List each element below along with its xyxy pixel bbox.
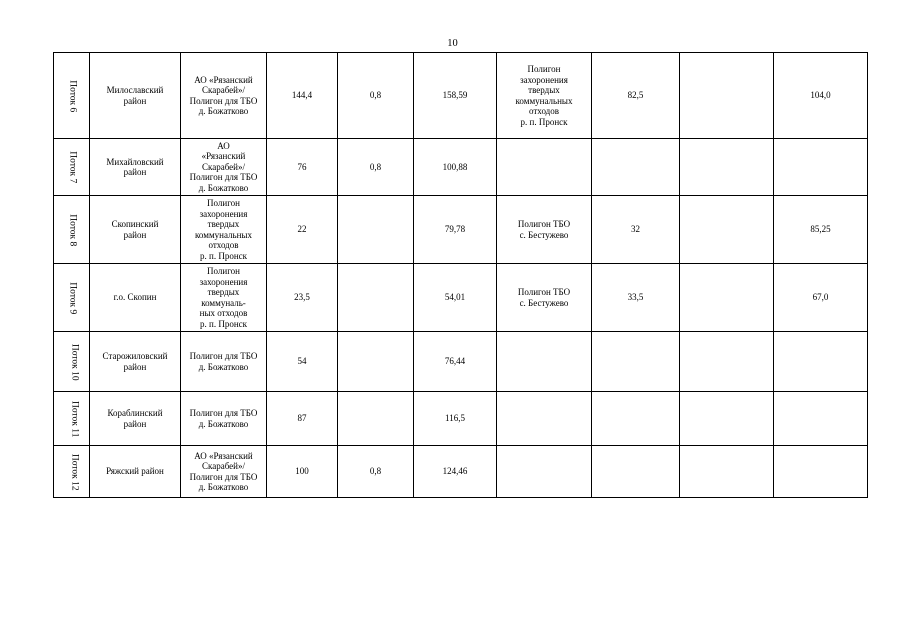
alternative-distance-cell: 82,5	[592, 53, 680, 139]
primary-cost-cell: 54,01	[414, 264, 497, 332]
coefficient-cell	[338, 196, 414, 264]
primary-object-cell: Полигон для ТБО д. Божатково	[181, 392, 267, 446]
alternative-object-cell	[497, 392, 592, 446]
table-row	[54, 392, 868, 446]
table-row	[54, 264, 868, 332]
alternative-object-cell: Полигон ТБО с. Бестужево	[497, 264, 592, 332]
primary-object-cell: Полигон для ТБО д. Божатково	[181, 332, 267, 392]
primary-object-cell: АО «Рязанский Скарабей»/ Полигон для ТБО д. Божатково	[181, 446, 267, 498]
coefficient-cell	[338, 332, 414, 392]
alternative-distance-cell: 32	[592, 196, 680, 264]
coefficient-cell: 0,8	[338, 53, 414, 139]
primary-distance-cell: 22	[267, 196, 338, 264]
primary-cost-cell: 100,88	[414, 139, 497, 196]
district-cell: Скопинский район	[90, 196, 181, 264]
flow-cell	[54, 264, 90, 332]
primary-object-cell: АО «Рязанский Скарабей»/ Полигон для ТБО д. Божатково	[181, 53, 267, 139]
primary-cost-cell: 76,44	[414, 332, 497, 392]
flow-cell	[54, 392, 90, 446]
primary-object-cell: АО «Рязанский Скарабей»/ Полигон для ТБО д. Божатково	[181, 139, 267, 196]
table-row	[54, 53, 868, 139]
primary-distance-cell: 54	[267, 332, 338, 392]
flow-label: Поток 11	[69, 400, 80, 438]
primary-cost-cell: 116,5	[414, 392, 497, 446]
alternative-distance-cell: 33,5	[592, 264, 680, 332]
alternative-cost-cell	[774, 139, 868, 196]
district-cell: г.о. Скопин	[90, 264, 181, 332]
district-cell: Михайловский район	[90, 139, 181, 196]
district-cell: Старожиловский район	[90, 332, 181, 392]
flow-cell	[54, 139, 90, 196]
extra-cell	[680, 392, 774, 446]
alternative-distance-cell	[592, 139, 680, 196]
coefficient-cell	[338, 392, 414, 446]
extra-cell	[680, 139, 774, 196]
primary-object-cell: Полигон захоронения твердых коммунальных отходов р. п. Пронск	[181, 196, 267, 264]
primary-object-cell: Полигон захоронения твердых коммуналь- ных отходов р. п. Пронск	[181, 264, 267, 332]
primary-cost-cell: 79,78	[414, 196, 497, 264]
flow-label: Поток 7	[67, 151, 78, 184]
alternative-object-cell	[497, 446, 592, 498]
coefficient-cell	[338, 264, 414, 332]
flow-label: Поток 12	[69, 453, 80, 491]
flow-cell	[54, 446, 90, 498]
alternative-object-cell	[497, 139, 592, 196]
flow-label: Поток 9	[67, 281, 78, 315]
alternative-distance-cell	[592, 446, 680, 498]
flow-cell	[54, 332, 90, 392]
flow-label: Поток 8	[67, 213, 78, 247]
extra-cell	[680, 332, 774, 392]
primary-cost-cell: 124,46	[414, 446, 497, 498]
alternative-distance-cell	[592, 392, 680, 446]
flow-label: Поток 10	[69, 343, 80, 381]
table-row	[54, 332, 868, 392]
flow-cell	[54, 53, 90, 139]
extra-cell	[680, 264, 774, 332]
alternative-cost-cell	[774, 392, 868, 446]
alternative-cost-cell: 104,0	[774, 53, 868, 139]
primary-distance-cell: 76	[267, 139, 338, 196]
district-cell: Кораблинский район	[90, 392, 181, 446]
alternative-cost-cell	[774, 332, 868, 392]
alternative-object-cell: Полигон захоронения твердых коммунальных отходов р. п. Пронск	[497, 53, 592, 139]
extra-cell	[680, 446, 774, 498]
table-row	[54, 139, 868, 196]
table-row	[54, 446, 868, 498]
primary-distance-cell: 144,4	[267, 53, 338, 139]
coefficient-cell: 0,8	[338, 139, 414, 196]
page-number: 10	[447, 38, 458, 49]
flow-cell	[54, 196, 90, 264]
alternative-cost-cell: 67,0	[774, 264, 868, 332]
primary-distance-cell: 87	[267, 392, 338, 446]
alternative-distance-cell	[592, 332, 680, 392]
waste-flow-table	[53, 52, 868, 498]
extra-cell	[680, 196, 774, 264]
extra-cell	[680, 53, 774, 139]
primary-distance-cell: 23,5	[267, 264, 338, 332]
flow-label: Поток 6	[67, 79, 78, 113]
alternative-cost-cell	[774, 446, 868, 498]
coefficient-cell: 0,8	[338, 446, 414, 498]
district-cell: Милославский район	[90, 53, 181, 139]
alternative-object-cell	[497, 332, 592, 392]
table-row	[54, 196, 868, 264]
district-cell: Ряжский район	[90, 446, 181, 498]
alternative-object-cell: Полигон ТБО с. Бестужево	[497, 196, 592, 264]
primary-cost-cell: 158,59	[414, 53, 497, 139]
primary-distance-cell: 100	[267, 446, 338, 498]
alternative-cost-cell: 85,25	[774, 196, 868, 264]
